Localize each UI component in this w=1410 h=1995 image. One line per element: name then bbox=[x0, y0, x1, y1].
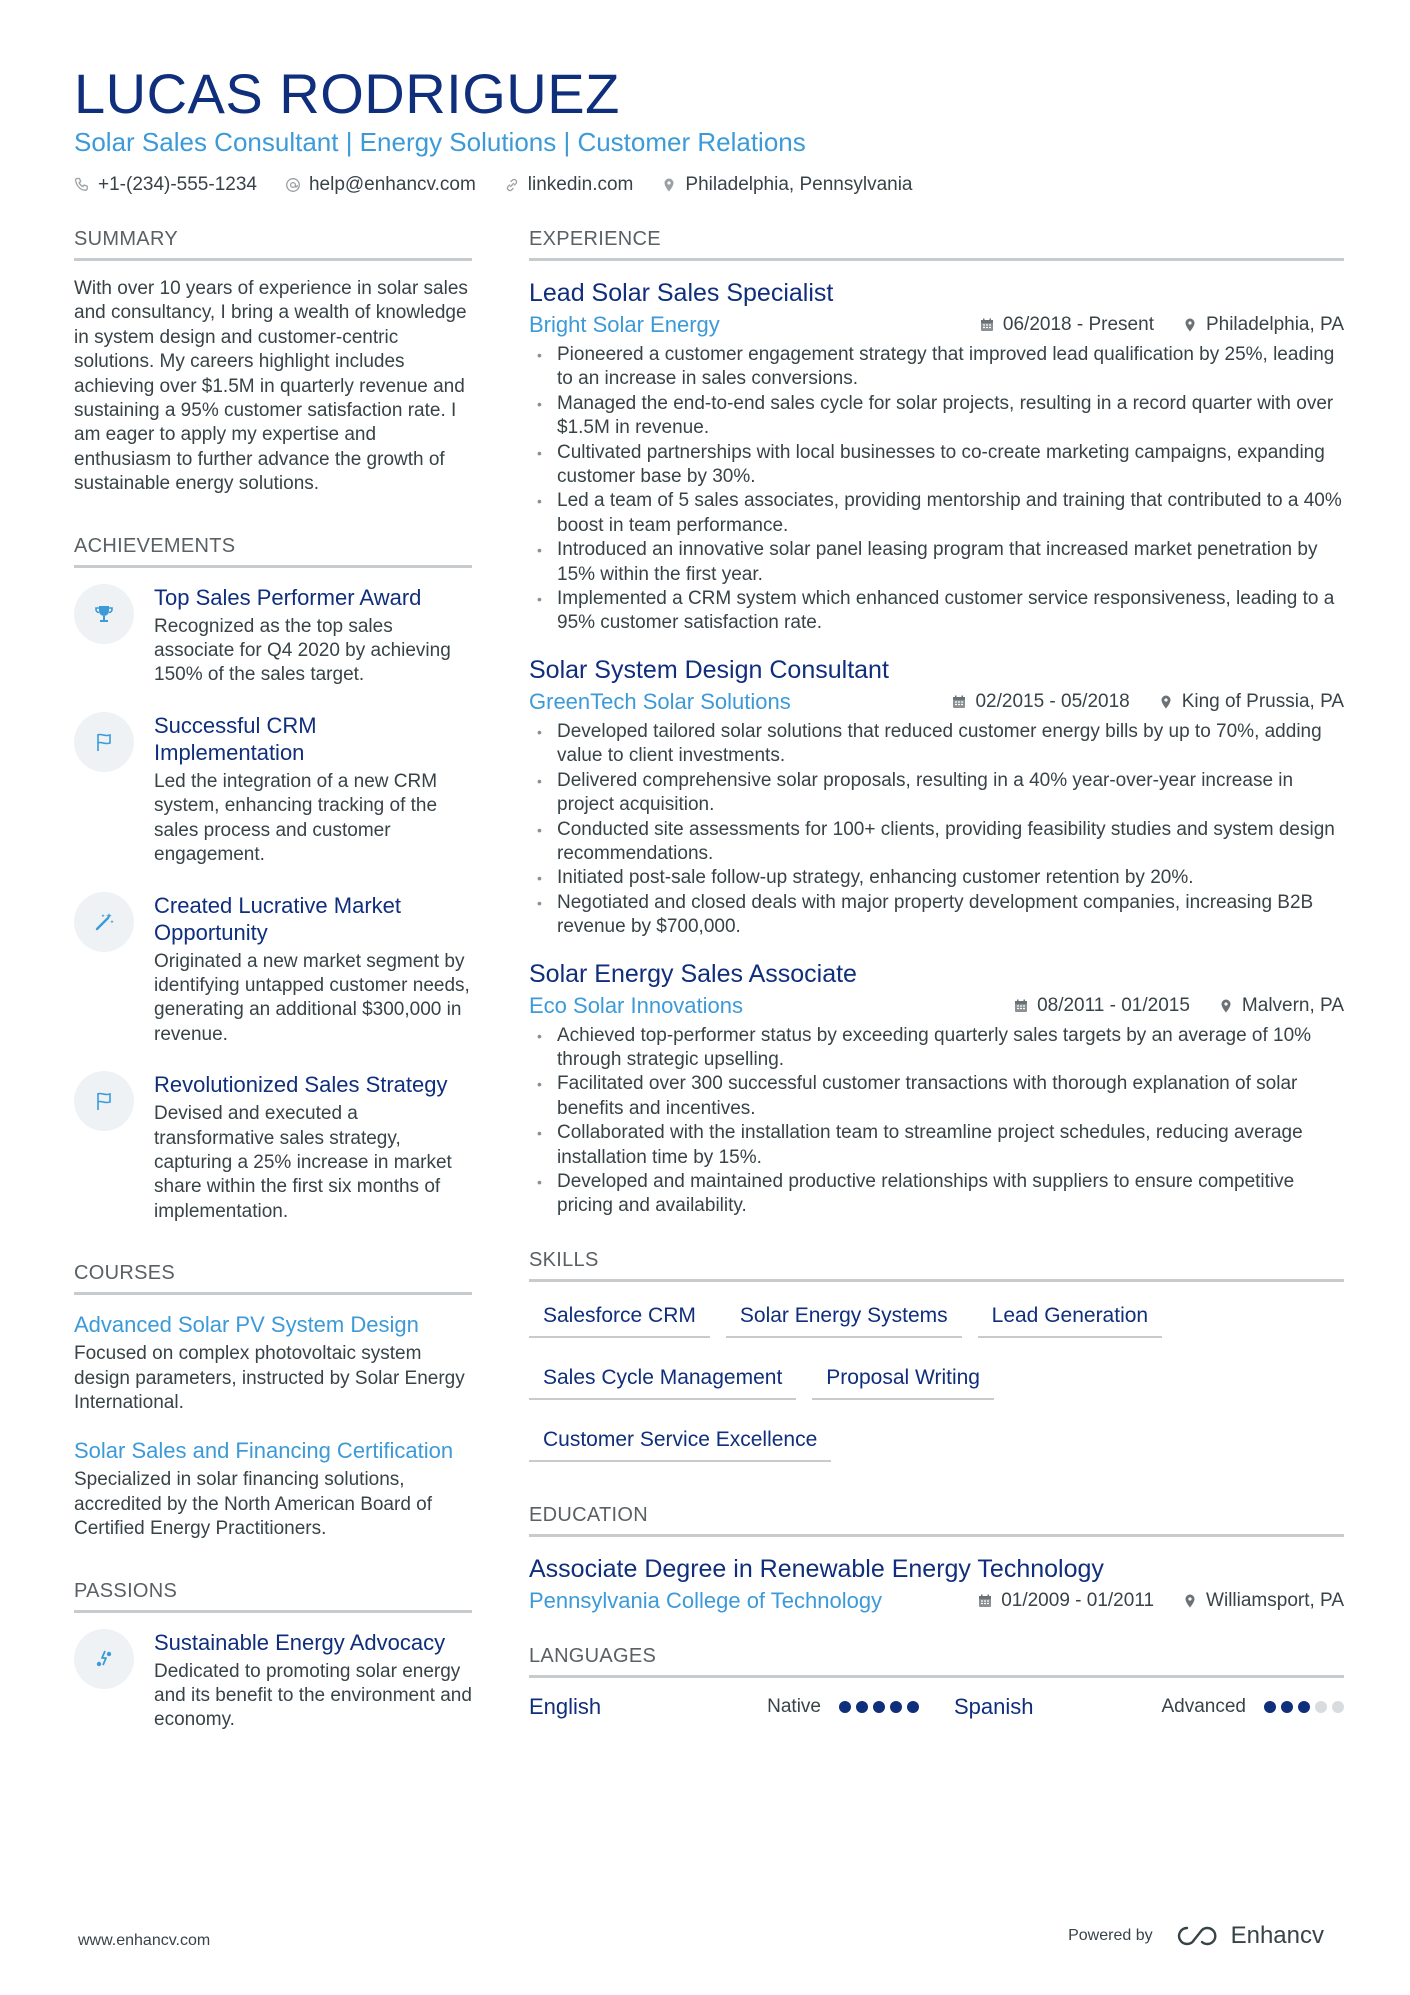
job-bullet: • Pioneered a customer engagement strategy that improved lead qualification by 25%, leading to an increase in sales conversions. bbox=[529, 343, 1344, 392]
flag-icon bbox=[93, 1090, 115, 1112]
course-title: Solar Sales and Financing Certification bbox=[74, 1438, 454, 1464]
achievement-title: Successful CRM Implementation bbox=[154, 712, 317, 765]
calendar-icon bbox=[1013, 998, 1029, 1014]
rating-dot-filled bbox=[1281, 1701, 1293, 1713]
contact-linkedin[interactable] bbox=[504, 174, 634, 196]
trophy-icon bbox=[93, 603, 115, 625]
job-bullet: • Developed and maintained productive relationships with suppliers to ensure competitive pricing and availability. bbox=[529, 1170, 1344, 1219]
skills-section bbox=[529, 1249, 1344, 1462]
passion-item bbox=[74, 1629, 472, 1733]
passions-section bbox=[74, 1580, 472, 1733]
contact-email[interactable] bbox=[285, 174, 476, 196]
achievement-item bbox=[74, 892, 472, 1048]
job-dates: 06/2018 - Present bbox=[1002, 314, 1154, 335]
job-bullet: • Developed tailored solar solutions that reduced customer energy bills by up to 70%, adding value to client investments. bbox=[529, 720, 1344, 769]
education-section bbox=[529, 1504, 1344, 1615]
contact-location bbox=[661, 174, 912, 196]
rating-dot-filled bbox=[839, 1701, 851, 1713]
achievements-heading: ACHIEVEMENTS bbox=[74, 535, 472, 568]
header bbox=[74, 62, 1344, 196]
candidate-subtitle: Solar Sales Consultant | Energy Solutions | Customer Relations bbox=[74, 127, 806, 157]
magic-wand-icon bbox=[93, 911, 115, 933]
course-text: Focused on complex photovoltaic system design parameters, instructed by Solar Energy International. bbox=[74, 1343, 465, 1413]
experience-heading: EXPERIENCE bbox=[529, 228, 1344, 261]
link-icon bbox=[504, 177, 520, 193]
skill-tag: Solar Energy Systems bbox=[726, 1298, 962, 1338]
skill-tag: Lead Generation bbox=[978, 1298, 1162, 1338]
courses-heading: COURSES bbox=[74, 1262, 472, 1295]
course-text: Specialized in solar financing solutions, accredited by the North American Board of Certified Energy Practitioners. bbox=[74, 1469, 433, 1540]
job-location: Philadelphia, PA bbox=[1205, 314, 1344, 335]
job-company: Bright Solar Energy bbox=[529, 312, 720, 337]
job-bullet: • Introduced an innovative solar panel leasing program that increased market penetration by 15% within the first year. bbox=[529, 538, 1344, 587]
passion-icon-wrap bbox=[74, 1629, 134, 1689]
contact-bar bbox=[74, 174, 1344, 196]
achievement-title: Top Sales Performer Award bbox=[154, 584, 422, 610]
contact-phone bbox=[74, 174, 257, 196]
rating-dot-filled bbox=[856, 1701, 868, 1713]
languages-section bbox=[529, 1645, 1344, 1720]
achievement-title: Revolutionized Sales Strategy bbox=[154, 1072, 448, 1098]
skill-tag: Salesforce CRM bbox=[529, 1298, 710, 1338]
language-rating bbox=[839, 1701, 919, 1713]
job-bullets bbox=[529, 343, 1344, 636]
achievement-title: Created Lucrative Market Opportunity bbox=[154, 892, 401, 945]
brand-logo[interactable] bbox=[1175, 1922, 1324, 1950]
calendar-icon bbox=[979, 317, 995, 333]
languages-list bbox=[529, 1694, 1344, 1720]
rating-dot-filled bbox=[907, 1701, 919, 1713]
passion-text: Dedicated to promoting solar energy and its benefit to the environment and economy. bbox=[154, 1660, 472, 1731]
location-pin-icon bbox=[1158, 694, 1174, 710]
language-name: Spanish bbox=[954, 1693, 1034, 1719]
phone-text: +1-(234)-555-1234 bbox=[98, 174, 257, 195]
rating-dot-empty bbox=[1315, 1701, 1327, 1713]
phone-icon bbox=[74, 177, 90, 193]
job-company: GreenTech Solar Solutions bbox=[529, 688, 791, 714]
achievement-icon-wrap bbox=[74, 1071, 134, 1131]
achievement-icon-wrap bbox=[74, 584, 134, 644]
job-bullet: • Implemented a CRM system which enhanced customer service responsiveness, leading to a 95% customer satisfaction rate. bbox=[529, 587, 1344, 636]
skill-tag: Sales Cycle Management bbox=[529, 1360, 796, 1400]
footer-website[interactable]: www.enhancv.com bbox=[78, 1932, 211, 1949]
job-bullet: • Achieved top-performer status by exceeding quarterly sales targets by an average of 10% through strategic upselling. bbox=[529, 1024, 1344, 1073]
education-location: Williamsport, PA bbox=[1206, 1589, 1344, 1611]
job-bullet: • Led a team of 5 sales associates, providing mentorship and training that contributed to a 40% boost in team performance. bbox=[529, 489, 1344, 538]
course-item bbox=[74, 1437, 472, 1541]
brand-name: Enhancv bbox=[1230, 1922, 1324, 1949]
experience-section bbox=[529, 228, 1344, 1219]
education-degree: Associate Degree in Renewable Energy Technology bbox=[529, 1554, 1104, 1583]
achievement-text: Devised and executed a transformative sales strategy, capturing a 25% increase in market share within the first six months of implementation. bbox=[154, 1103, 452, 1222]
skill-tag: Customer Service Excellence bbox=[529, 1422, 831, 1462]
job-bullet: • Delivered comprehensive solar proposals, resulting in a 40% year-over-year increase in project acquisition. bbox=[529, 769, 1344, 818]
achievement-icon-wrap bbox=[74, 892, 134, 952]
summary-text: With over 10 years of experience in solar sales and consultancy, I bring a wealth of knowledge in system design and customer-centric solutions. My careers highlight includes achieving over $1.5M in quarterly revenue and sustaining a 95% customer satisfaction rate. I am eager to apply my expertise and enthusiasm to further advance the growth of sustainable energy solutions. bbox=[74, 278, 468, 495]
rating-dot-filled bbox=[1298, 1701, 1310, 1713]
job-bullet: • Negotiated and closed deals with major property development companies, increasing B2B revenue by $700,000. bbox=[529, 891, 1344, 940]
location-pin-icon bbox=[1182, 1593, 1198, 1609]
calendar-icon bbox=[951, 694, 967, 710]
courses-section bbox=[74, 1262, 472, 1541]
job-dates: 08/2011 - 01/2015 bbox=[1037, 994, 1190, 1016]
job-bullet: • Initiated post-sale follow-up strategy, enhancing customer retention by 20%. bbox=[529, 866, 1344, 890]
course-title: Advanced Solar PV System Design bbox=[74, 1312, 419, 1338]
language-item bbox=[529, 1694, 919, 1720]
energy-icon bbox=[93, 1648, 115, 1670]
powered-by-text: Powered by bbox=[1068, 1927, 1153, 1944]
passions-heading: PASSIONS bbox=[74, 1580, 472, 1613]
job-bullet: • Conducted site assessments for 100+ clients, providing feasibility studies and system design recommendations. bbox=[529, 818, 1344, 867]
rating-dot-filled bbox=[890, 1701, 902, 1713]
rating-dot-filled bbox=[1264, 1701, 1276, 1713]
job-location: Malvern, PA bbox=[1241, 994, 1344, 1016]
calendar-icon bbox=[977, 1593, 993, 1609]
job-title: Solar Energy Sales Associate bbox=[529, 959, 857, 988]
skill-tag: Proposal Writing bbox=[812, 1360, 994, 1400]
language-rating bbox=[1264, 1701, 1344, 1713]
job-bullet: • Cultivated partnerships with local businesses to co-create marketing campaigns, expanding customer base by 30%. bbox=[529, 441, 1344, 490]
job-entry bbox=[529, 277, 1344, 636]
location-text: Philadelphia, Pennsylvania bbox=[685, 174, 913, 195]
course-item bbox=[74, 1311, 472, 1415]
education-heading: EDUCATION bbox=[529, 1504, 1344, 1537]
education-dates: 01/2009 - 01/2011 bbox=[1001, 1589, 1155, 1611]
flag-icon bbox=[93, 731, 115, 753]
achievement-item bbox=[74, 712, 472, 868]
achievement-text: Recognized as the top sales associate for Q4 2020 by achieving 150% of the sales target. bbox=[154, 615, 451, 686]
language-item bbox=[954, 1694, 1344, 1720]
language-level: Advanced bbox=[1161, 1695, 1246, 1717]
linkedin-text: linkedin.com bbox=[527, 174, 634, 195]
language-level: Native bbox=[767, 1695, 821, 1717]
location-pin-icon bbox=[661, 177, 677, 193]
at-icon bbox=[285, 177, 301, 193]
achievement-item bbox=[74, 584, 472, 688]
right-column bbox=[529, 228, 1344, 1758]
achievements-section bbox=[74, 535, 472, 1225]
job-title: Solar System Design Consultant bbox=[529, 655, 889, 684]
job-entry bbox=[529, 958, 1344, 1219]
language-name: English bbox=[529, 1693, 602, 1719]
passion-title: Sustainable Energy Advocacy bbox=[154, 1629, 446, 1655]
job-title: Lead Solar Sales Specialist bbox=[529, 279, 834, 307]
skills-heading: SKILLS bbox=[529, 1249, 1344, 1282]
job-location: King of Prussia, PA bbox=[1181, 690, 1344, 712]
rating-dot-filled bbox=[873, 1701, 885, 1713]
email-text: help@enhancv.com bbox=[308, 174, 476, 195]
achievement-item bbox=[74, 1071, 472, 1224]
job-bullet: • Managed the end-to-end sales cycle for solar projects, resulting in a record quarter with over $1.5M in revenue. bbox=[529, 392, 1344, 441]
summary-section bbox=[74, 228, 472, 497]
achievement-icon-wrap bbox=[74, 712, 134, 772]
job-bullets bbox=[529, 720, 1344, 940]
achievement-text: Originated a new market segment by identifying untapped customer needs, generating an additional $300,000 in revenue. bbox=[154, 950, 470, 1045]
footer-branding bbox=[1068, 1922, 1324, 1950]
summary-heading: SUMMARY bbox=[74, 228, 472, 261]
job-bullet: • Facilitated over 300 successful customer transactions with thorough explanation of solar benefits and incentives. bbox=[529, 1072, 1344, 1121]
job-entry bbox=[529, 654, 1344, 940]
achievement-text: Led the integration of a new CRM system, enhancing tracking of the sales process and customer engagement. bbox=[154, 770, 438, 866]
location-pin-icon bbox=[1182, 317, 1198, 333]
location-pin-icon bbox=[1218, 998, 1234, 1014]
education-school: Pennsylvania College of Technology bbox=[529, 1587, 883, 1613]
job-bullet: • Collaborated with the installation team to streamline project schedules, reducing average installation time by 15%. bbox=[529, 1121, 1344, 1170]
languages-heading: LANGUAGES bbox=[529, 1645, 1344, 1678]
rating-dot-empty bbox=[1332, 1701, 1344, 1713]
job-company: Eco Solar Innovations bbox=[529, 992, 744, 1018]
skills-list bbox=[529, 1298, 1209, 1462]
job-dates: 02/2015 - 05/2018 bbox=[975, 690, 1130, 712]
candidate-name: LUCAS RODRIGUEZ bbox=[74, 62, 620, 125]
enhancv-logo-icon bbox=[1175, 1924, 1221, 1948]
left-column bbox=[74, 228, 472, 1771]
job-bullets bbox=[529, 1024, 1344, 1219]
